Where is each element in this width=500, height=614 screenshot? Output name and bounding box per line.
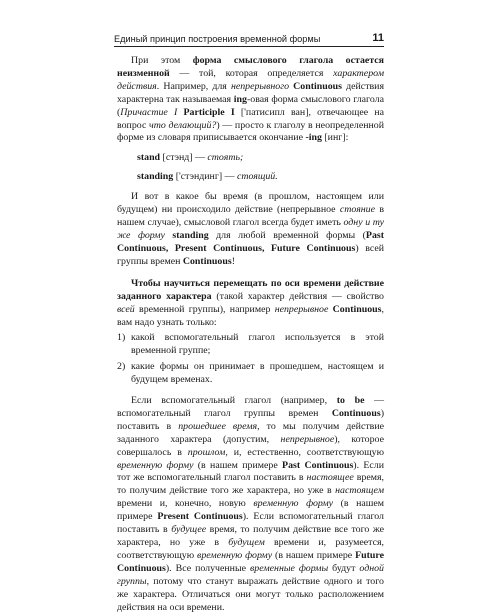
- header-rule: [114, 46, 384, 47]
- list-item: 1) какой вспомогательный глагол используется в этой временной группе;: [117, 332, 384, 357]
- list-item: 2) какие формы он принимает в прошедшем, настоящем и будущем временах.: [117, 361, 384, 386]
- paragraph-participle: При этом форма смыслового глагола остается неизменной — той, которая определяется характером действия. Например, для непрерывного Continuous действия характерна так называемая ing-овая форма смыслового глагола (Причастие I Participle I ['патисипл ван], отвечающее на вопрос что делающий?) — просто к глаголу в неопределенной форме из словаря приписывается окончание -ing [инг]:: [117, 55, 384, 144]
- page-body: [117, 55, 384, 614]
- paragraph-auxiliary-verb: Если вспомогательный глагол (например, to be — вспомогательный глагол группы времен Continuous) поставить в прошедшее время, то мы получим действие заданного характера (допустим, непрерывное), которое совершалось в прошлом, и, естественно, соответствующую временную форму (в нашем примере Past Continuous). Если тот же вспомогательный глагол поставить в настоящее время, то получим действие того же характера, но уже в настоящем времени и, конечно, новую временную форму (в нашем примере Present Continuous). Если вспомогательный глагол поставить в будущее время, то получим действие все того же характера, но уже в будущем времени и, разумеется, соответствующую временную форму (в нашем примере Future Continuous). Все полученные временные формы будут одной группы, потому что станут выражать действие одного и того же характера. Отличаться они могут только расположением действия на оси времени.: [117, 395, 384, 613]
- running-title: Единый принцип построения временной формы: [114, 34, 321, 44]
- paragraph-same-form: И вот в какое бы время (в прошлом, настоящем или будущем) ни происходило действие (непрерывное стояние в нашем случае), смысловой глагол всегда будет иметь одну и ту же форму standing для любой временной формы (Past Continuous, Present Continuous, Future Continuous) всей группы времен Continuous!: [117, 191, 385, 267]
- page-header: [114, 27, 384, 44]
- example-standing: standing ['стэндинг] — стоящий.: [137, 171, 278, 183]
- page-number: 11: [372, 32, 384, 44]
- paragraph-how-to-move: Чтобы научиться перемещать по оси времени действие заданного характера (такой характер действия — свойство всей временной группы), например непрерывное Continuous, вам надо узнать только:: [117, 277, 384, 328]
- example-stand: stand [стэнд] — стоять;: [137, 152, 244, 164]
